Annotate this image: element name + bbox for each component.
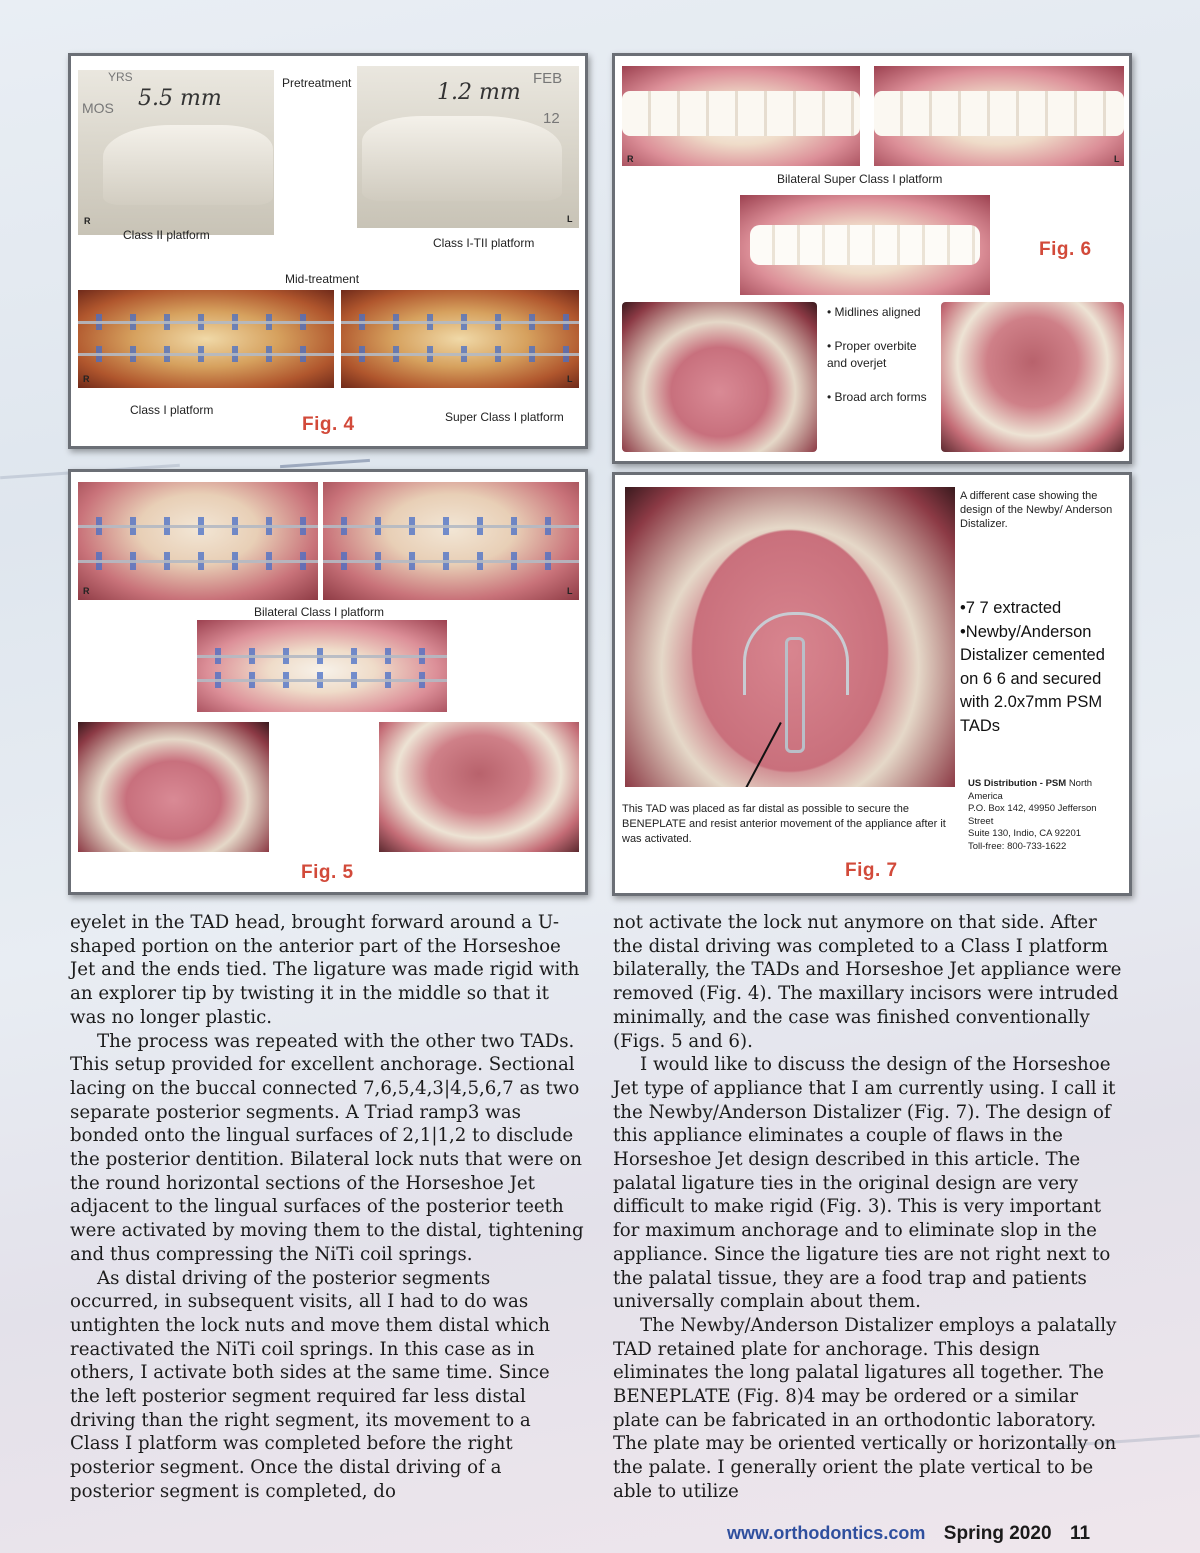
model-tag-right: FEB <box>533 70 563 87</box>
distribution-line: North America <box>968 778 1093 802</box>
left-text-column <box>70 911 584 1504</box>
left-side-marker: L <box>567 374 573 384</box>
fig7-tad-note: This TAD was placed as far distal as possible to secure the BENEPLATE and resist anterior movement of the appliance after it was activated. <box>622 803 946 845</box>
paragraph: The Newby/Anderson Distalizer employs a palatally TAD retained plate for anchorage. This design eliminates the long palatal ligatures all together. The BENEPLATE (Fig. 8)4 may be ordered or a similar plate can be fabricated in an orthodontic laboratory. The plate may be oriented vertically or horizontally on the palate. I generally orient the plate vertical to be able to utilize <box>613 1314 1117 1502</box>
fig6-bullet-list <box>827 304 939 406</box>
fig7-points <box>960 597 1125 738</box>
lower-arch-braces-photo <box>379 722 579 852</box>
braces-front-photo <box>197 620 447 712</box>
paragraph: As distal driving of the posterior segments occurred, in subsequent visits, all I had to do was untighten the lock nuts and move them distal which reactivated the NiTi coil springs. In this case as in others, I activate both sides at the same time. Since the left posterior segment required far less distal driving than the right segment, its movement to a Class I platform was completed before the right posterior segment. Once the distal driving of a posterior segment is completed, do <box>70 1267 550 1502</box>
class-ii-platform-caption: Class II platform <box>123 228 210 242</box>
page-number: 11 <box>1069 1523 1091 1544</box>
archwire-upper <box>323 525 579 528</box>
midtreatment-label: Mid-treatment <box>285 272 360 286</box>
background-streak <box>280 459 370 468</box>
right-side-marker: R <box>627 154 634 164</box>
archwire-upper <box>197 655 447 658</box>
model-tag-right-2: 12 <box>543 110 560 127</box>
right-text-column <box>613 911 1127 1504</box>
archwire-lower <box>323 560 579 563</box>
archwire-lower <box>78 353 334 356</box>
right-side-marker: R <box>84 216 91 226</box>
teeth-row <box>750 225 980 265</box>
paragraph: The process was repeated with the other two TADs. This setup provided for excellent anchorage. Sectional lacing on the buccal connected 7,6,5,4,3|4,5,6,7 as two separate posterior segments. A Triad ramp3 was bonded onto the lingual surfaces of 2,1|1,2 to disclude the posterior dentition. Bilateral lock nuts that were on the round horizontal sections of the Horseshoe Jet adjacent to the lingual surfaces of the posterior teeth were activated by moving them to the distal, tightening and thus compressing the NiTi coil springs. <box>70 1030 584 1265</box>
distribution-line: Toll-free: 800-733-1622 <box>968 840 1067 852</box>
distribution-line: Suite 130, Indio, CA 92201 <box>968 828 1082 839</box>
figure-4-label: Fig. 4 <box>302 414 355 435</box>
paragraph: I would like to discuss the design of the Horseshoe Jet type of appliance that I am currently using. I call it the Newby/Anderson Distalizer (Fig. 7). The design of this appliance eliminates a couple of flaws in the Horseshoe Jet design described in this article. The palatal ligature ties in the original design are very difficult to make rigid (Fig. 3). This is very important for maximum anchorage and to eliminate slop in the appliance. Since the ligature ties are not right next to the palatal tissue, they are a food trap and patients universally complain about them. <box>613 1054 1116 1313</box>
teeth-row <box>622 91 860 136</box>
model-measurement-left: 5.5 mm <box>138 86 222 111</box>
distalizer-palate-photo <box>625 487 955 787</box>
model-measurement-right: 1.2 mm <box>437 80 521 105</box>
paragraph: not activate the lock nut anymore on that side. After the distal driving was completed to a Class I platform bilaterally, the TADs and Horseshoe Jet appliance were removed (Fig. 4). The maxillary incisors were intruded minimally, and the case was finished conventionally (Figs. 5 and 6). <box>613 912 1122 1052</box>
left-side-marker: L <box>567 586 573 596</box>
figure-7-label: Fig. 7 <box>845 860 898 881</box>
left-side-marker: L <box>1114 154 1120 164</box>
fig7-distribution <box>968 778 1123 853</box>
teeth-row <box>874 91 1124 136</box>
fig7-point-extracted: •7 7 extracted <box>960 599 1062 617</box>
bullet-arch-forms: • Broad arch forms <box>827 390 927 404</box>
archwire-lower <box>341 353 579 356</box>
bullet-overbite: • Proper overbite and overjet <box>827 339 917 370</box>
page-footer <box>727 1523 1090 1545</box>
archwire-upper <box>341 321 579 324</box>
model-cast-shape <box>362 116 562 201</box>
figure-7-panel <box>612 472 1132 896</box>
right-side-marker: R <box>83 586 90 596</box>
upper-arch-braces-photo <box>78 722 269 852</box>
figure-6-panel <box>612 53 1132 464</box>
class-i-platform-caption: Class I platform <box>130 403 214 417</box>
braces-photo-left-side <box>323 482 579 600</box>
distribution-line: P.O. Box 142, 49950 Jefferson Street <box>968 803 1097 827</box>
fig7-header: A different case showing the design of the Newby/ Anderson Distalizer. <box>960 490 1113 530</box>
smile-photo-right-side <box>622 66 860 166</box>
upper-arch-occlusal-photo <box>622 302 817 452</box>
bilateral-class-i-caption: Bilateral Class I platform <box>254 605 385 619</box>
archwire-upper <box>78 525 318 528</box>
bilateral-super-class-i-caption: Bilateral Super Class I platform <box>777 172 943 186</box>
right-side-marker: R <box>83 374 90 384</box>
midtreatment-photo-left <box>78 290 334 388</box>
bullet-midlines: • Midlines aligned <box>827 305 921 319</box>
model-tag-left: MOS <box>82 100 114 116</box>
super-class-i-platform-caption: Super Class I platform <box>445 410 564 424</box>
braces-photo-right-side <box>78 482 318 600</box>
figure-4-panel <box>68 53 588 449</box>
smile-photo-left-side <box>874 66 1124 166</box>
lower-arch-occlusal-photo <box>941 302 1124 452</box>
model-cast-shape <box>103 125 273 205</box>
front-smile-photo <box>740 195 990 295</box>
dental-model-photo-left <box>78 70 274 235</box>
website-link[interactable]: www.orthodontics.com <box>727 1523 926 1543</box>
figure-5-label: Fig. 5 <box>301 862 354 883</box>
model-tag-left-2: YRS <box>108 70 133 84</box>
paragraph: eyelet in the TAD head, brought forward around a U-shaped portion on the anterior part of the Horseshoe Jet and the ends tied. The ligature was made rigid with an explorer tip by twisting it in the middle so that it was no longer plastic. <box>70 912 580 1028</box>
distribution-title: US Distribution - PSM <box>968 778 1067 789</box>
figure-6-label: Fig. 6 <box>1039 239 1092 260</box>
dental-model-photo-right <box>357 66 579 228</box>
archwire-lower <box>197 679 447 682</box>
fig7-point-distalizer: •Newby/Anderson Distalizer cemented on 6 6 and secured with 2.0x7mm PSM TADs <box>960 622 1105 735</box>
pretreatment-label: Pretreatment <box>282 76 352 90</box>
midtreatment-photo-right <box>341 290 579 388</box>
issue-label: Spring 2020 <box>943 1523 1052 1544</box>
figure-5-panel <box>68 469 588 895</box>
distalizer-wire <box>743 612 849 695</box>
left-side-marker: L <box>567 214 573 224</box>
archwire-upper <box>78 321 334 324</box>
archwire-lower <box>78 560 318 563</box>
class-i-tii-platform-caption: Class I-TII platform <box>433 236 535 250</box>
